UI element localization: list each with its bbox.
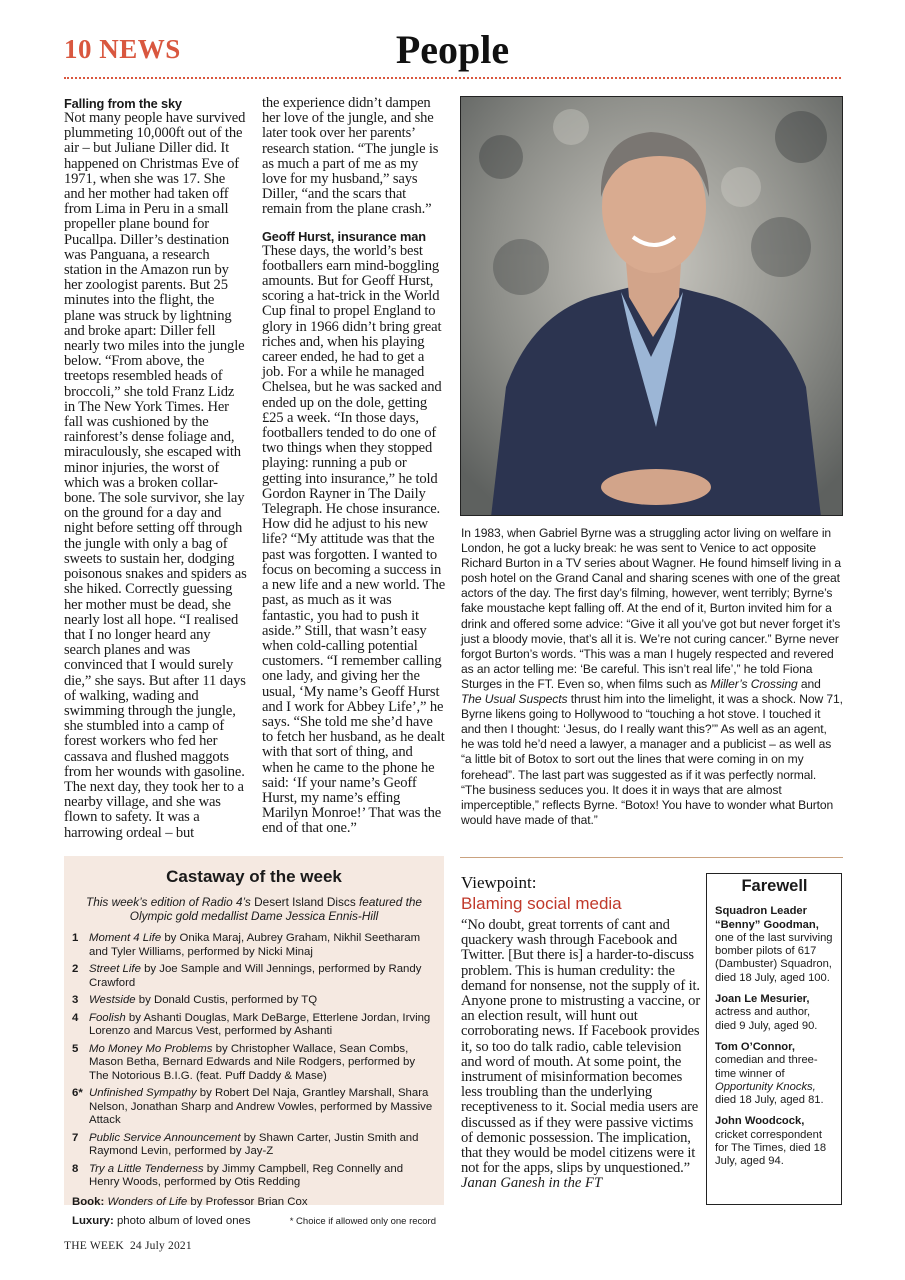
obituary-show-title: Opportunity Knocks, bbox=[715, 1080, 816, 1093]
book-label: Book: bbox=[72, 1195, 105, 1208]
obituary-text: comedian and three-time winner of bbox=[715, 1054, 818, 1080]
list-item-number: 7 bbox=[72, 1131, 79, 1144]
header-divider bbox=[64, 77, 841, 79]
list-item-number: 6* bbox=[72, 1087, 83, 1099]
castaway-intro-b: Desert Island Discs bbox=[254, 895, 356, 909]
list-item-title: Mo Money Mo Problems bbox=[89, 1042, 213, 1055]
list-item-title: Foolish bbox=[89, 1011, 126, 1024]
page-footer: THE WEEK 24 July 2021 bbox=[64, 1240, 192, 1252]
caption-text-1: In 1983, when Gabriel Byrne was a struggling actor living on welfare in London, he got a lucky break: he was sent to Venice to act opposite Richard Burton in a TV series about Wagner. He found himself living in a posh hotel on the Grand Canal and sharing scenes with one of the great actors of the day. The first day’s filming, however, went terribly; Byrne’s fake moustache kept falling off. At the end of it, Burton invited him for a drink and offered some advice: “Give it all you’ve got but never forget it’s just a bloody movie, that’s all it is. We’re not curing cancer.” Byrne never forgot Burton’s words. “This was a man I hugely respected and revered as an actor telling me: ‘Be careful. This isn’t real life’,” he told Fiona Sturges in the FT. Even so, when films such as bbox=[461, 526, 842, 691]
obituary-name: Tom O’Connor, bbox=[715, 1040, 795, 1053]
list-item-detail: by Onika Maraj, Aubrey Graham, Nikhil Seetharam and Tyler Williams, performed by Nicki Minaj bbox=[89, 932, 421, 958]
viewpoint-section bbox=[461, 873, 701, 1192]
obituary-text-end: died 18 July, aged 81. bbox=[715, 1094, 824, 1107]
obituary-name: John Woodcock, bbox=[715, 1115, 805, 1128]
castaway-list bbox=[72, 932, 436, 1190]
page-title: People bbox=[395, 27, 510, 72]
castaway-luxury bbox=[72, 1214, 436, 1228]
list-item-detail: by Shawn Carter, Justin Smith and Raymond Levin, performed by Jay-Z bbox=[89, 1131, 419, 1157]
castaway-box bbox=[64, 856, 444, 1227]
list-item-number: 4 bbox=[72, 1011, 79, 1024]
obituary-text: one of the last surviving bomber pilots of 617 (Dambuster) Squadron, died 18 July, aged 100. bbox=[715, 931, 833, 984]
obituary-entry bbox=[715, 993, 834, 1033]
list-item-number: 2 bbox=[72, 963, 79, 975]
list-item bbox=[72, 1043, 436, 1084]
obituary-entry bbox=[715, 905, 834, 985]
article-heading-hurst: Geoff Hurst, insurance man bbox=[262, 228, 426, 244]
obituary-name: Joan Le Mesurier, bbox=[715, 993, 810, 1006]
list-item-number: 8 bbox=[72, 1162, 79, 1175]
list-item-detail: by Donald Custis, performed by TQ bbox=[135, 994, 318, 1006]
section-name: NEWS bbox=[99, 34, 181, 64]
list-item-detail: by Christopher Wallace, Sean Combs, Mason Betha, Bernard Edwards and Nile Rodgers, performed by The Notorious B.I.G. (feat. Puff Daddy & Mase) bbox=[89, 1042, 416, 1082]
list-item bbox=[72, 1012, 436, 1039]
list-item-title: Westside bbox=[89, 994, 136, 1006]
list-item-title: Public Service Announcement bbox=[89, 1131, 241, 1144]
list-item bbox=[72, 932, 436, 959]
luxury-label: Luxury: bbox=[72, 1214, 114, 1227]
obituary-entry bbox=[715, 1041, 834, 1107]
castaway-footnote: * Choice if allowed only one record bbox=[289, 1215, 436, 1227]
castaway-intro-a: This week’s edition of Radio 4’s bbox=[86, 895, 255, 909]
viewpoint-title: Blaming social media bbox=[461, 894, 622, 913]
photo-caption bbox=[461, 526, 843, 828]
article-column-2 bbox=[262, 96, 446, 837]
viewpoint-body: “No doubt, great torrents of cant and quackery wash through Facebook and Twitter. [But there is] a harder-to-discuss problem. This is human credulity: the demand for nonsense, not the supply of it. Anyone prone to mistrusting a vaccine, or an election result, will hunt out corroborating news. If Facebook provides it, so too do talk radio, cable television and word of mouth. At some point, the instrument of misinformation becomes less troubling than the underlying receptiveness to it. Social media users are discussed as if they were passive victims of demonic possession. The implication, that they would be model citizens were it not for the apps, slips by unquestioned.” bbox=[461, 917, 701, 1177]
page-number: 10 bbox=[64, 34, 92, 64]
list-item-title: Unfinished Sympathy bbox=[89, 1087, 197, 1099]
list-item-detail: by Jimmy Campbell, Reg Connelly and Henry Woods, performed by Otis Redding bbox=[89, 1162, 404, 1188]
luxury-text: photo album of loved ones bbox=[113, 1214, 251, 1227]
list-item-title: Moment 4 Life bbox=[89, 932, 162, 944]
castaway-book bbox=[72, 1195, 436, 1209]
caption-divider bbox=[460, 857, 843, 858]
list-item bbox=[72, 1132, 436, 1159]
article-body-falling: Not many people have survived plummeting 10,000ft out of the air – but Juliane Diller did. It happened on Christmas Eve of 1971, when she was 17. She and her mother had taken off from Lima in Peru in a small propeller plane bound for Pucallpa. Diller’s destination was Panguana, a research station in the Amazon run by her zoologist parents. But 25 minutes into the flight, the plane was struck by lightning and broke apart: Diller fell nearly two miles into the jungle below. “From above, the treetops resembled heads of broccoli,” she told Franz Lidz in The New York Times. Her fall was cushioned by the rainforest’s dense foliage and, miraculously, she escaped with minor injuries, the worst of which was a broken collar-bone. The sole survivor, she lay on the ground for a day and night before setting off through the jungle with only a bag of sweets to sustain her, dodging poisonous snakes and spiders as she hiked. Correctly guessing her mother must be dead, she nearly lost all hope. “I realised that I no longer heard any search planes and was convinced that I would surely die,” she says. But after 11 days of walking, wading and swimming through the jungle, she stumbled into a camp of forest workers who fed her cassava and flushed maggots from her wounds with gasoline. The next day, they took her to a nearby village, and she was flown to safety. It was a harrowing ordeal – but bbox=[64, 110, 247, 841]
caption-text-3: thrust him into the limelight, it was a shock. Now 71, Byrne likens going to Hollywood to “touching a hot stove. I touched it and then I thought: ‘Jesus, do I really want this?’” As well as an agent, he was told he’d need a lawyer, a manager and a publicist – as well as “a little bit of Botox to sort out the lines that were coming in on my forehead”. The last part was suggested as if it was perfectly normal. “The business seduces you. It does it in ways that are almost imperceptible,” reflects Byrne. “Botox! You have to wonder what Burton would have made of that.” bbox=[461, 692, 843, 827]
farewell-title: Farewell bbox=[741, 877, 808, 895]
book-author: by Professor Brian Cox bbox=[187, 1195, 308, 1208]
list-item-detail: by Ashanti Douglas, Mark DeBarge, Etterlene Jordan, Irving Lorenzo and Marcus Vest, performed by Ashanti bbox=[89, 1011, 431, 1037]
list-item bbox=[72, 1087, 436, 1128]
list-item-detail: by Robert Del Naja, Grantley Marshall, Shara Nelson, Jonathan Sharp and Andrew Vowles, performed by Massive Attack bbox=[89, 1087, 433, 1126]
caption-film-1: Miller’s Crossing bbox=[710, 676, 798, 691]
book-title: Wonders of Life bbox=[107, 1195, 188, 1208]
castaway-title: Castaway of the week bbox=[166, 867, 342, 886]
viewpoint-kicker: Viewpoint: bbox=[461, 873, 537, 892]
list-item-number: 3 bbox=[72, 994, 79, 1006]
article-body-hurst: These days, the world’s best footballers earn mind-boggling amounts. But for Geoff Hurst, scoring a hat-trick in the World Cup final to propel England to glory in 1966 didn’t bring great riches and, when his playing career ended, he had to get a job. For a while he managed Chelsea, but he was sacked and ended up on the dole, getting £25 a week. “In those days, footballers tended to do one of two things when they stopped playing: running a pub or getting into insurance,” he told Gordon Rayner in The Daily Telegraph. He chose insurance. How did he adjust to his new life? “My attitude was that the past was forgotten. I wanted to focus on becoming a success in a new life and a new world. The past, as much as it was fantastic, you had to push it aside.” Still, that wasn’t easy when cold-calling potential customers. “I remember calling one lady, and giving her the usual, ‘My name’s Geoff Hurst and I work for Abbey Life’,” he says. “She told me she’d have to fetch her husband, as he dealt with that sort of thing, and when he came to the phone he said: ‘If your name’s Geoff Hurst, my name’s effing Marilyn Monroe!’ That was the end of that one.” bbox=[262, 242, 446, 837]
list-item bbox=[72, 994, 436, 1008]
list-item-number: 5 bbox=[72, 1042, 79, 1055]
obituary-name: Squadron Leader “Benny” Goodman, bbox=[715, 905, 819, 931]
list-item-title: Street Life bbox=[89, 963, 141, 975]
viewpoint-credit: Janan Ganesh in the FT bbox=[461, 1175, 603, 1192]
list-item-detail: by Joe Sample and Will Jennings, performed by Randy Crawford bbox=[89, 963, 422, 989]
list-item-title: Try a Little Tenderness bbox=[89, 1162, 204, 1175]
list-item bbox=[72, 963, 436, 990]
article-body-falling-cont: the experience didn’t dampen her love of the jungle, and she later took over her parents’ research station. “The jungle is as much a part of me as my love for my husband,” says Diller, “and the scars that remain from the plane crash.” bbox=[262, 95, 439, 218]
list-item bbox=[72, 1163, 436, 1190]
article-heading-falling: Falling from the sky bbox=[64, 96, 182, 111]
farewell-box bbox=[706, 873, 842, 1205]
obituary-entry bbox=[715, 1115, 834, 1168]
article-column-1 bbox=[64, 96, 248, 841]
castaway-intro-c: featured the Olympic gold medallist Dame Jessica Ennis-Hill bbox=[129, 895, 422, 923]
caption-film-2: The Usual Suspects bbox=[461, 692, 568, 707]
caption-text-2: and bbox=[797, 676, 821, 691]
list-item-number: 1 bbox=[72, 932, 79, 944]
obituary-text: cricket correspondent for The Times, died 18 July, aged 94. bbox=[715, 1128, 827, 1168]
obituary-text: actress and author, died 9 July, aged 90. bbox=[715, 1006, 818, 1032]
castaway-intro bbox=[72, 895, 436, 923]
portrait-photo bbox=[460, 96, 843, 516]
